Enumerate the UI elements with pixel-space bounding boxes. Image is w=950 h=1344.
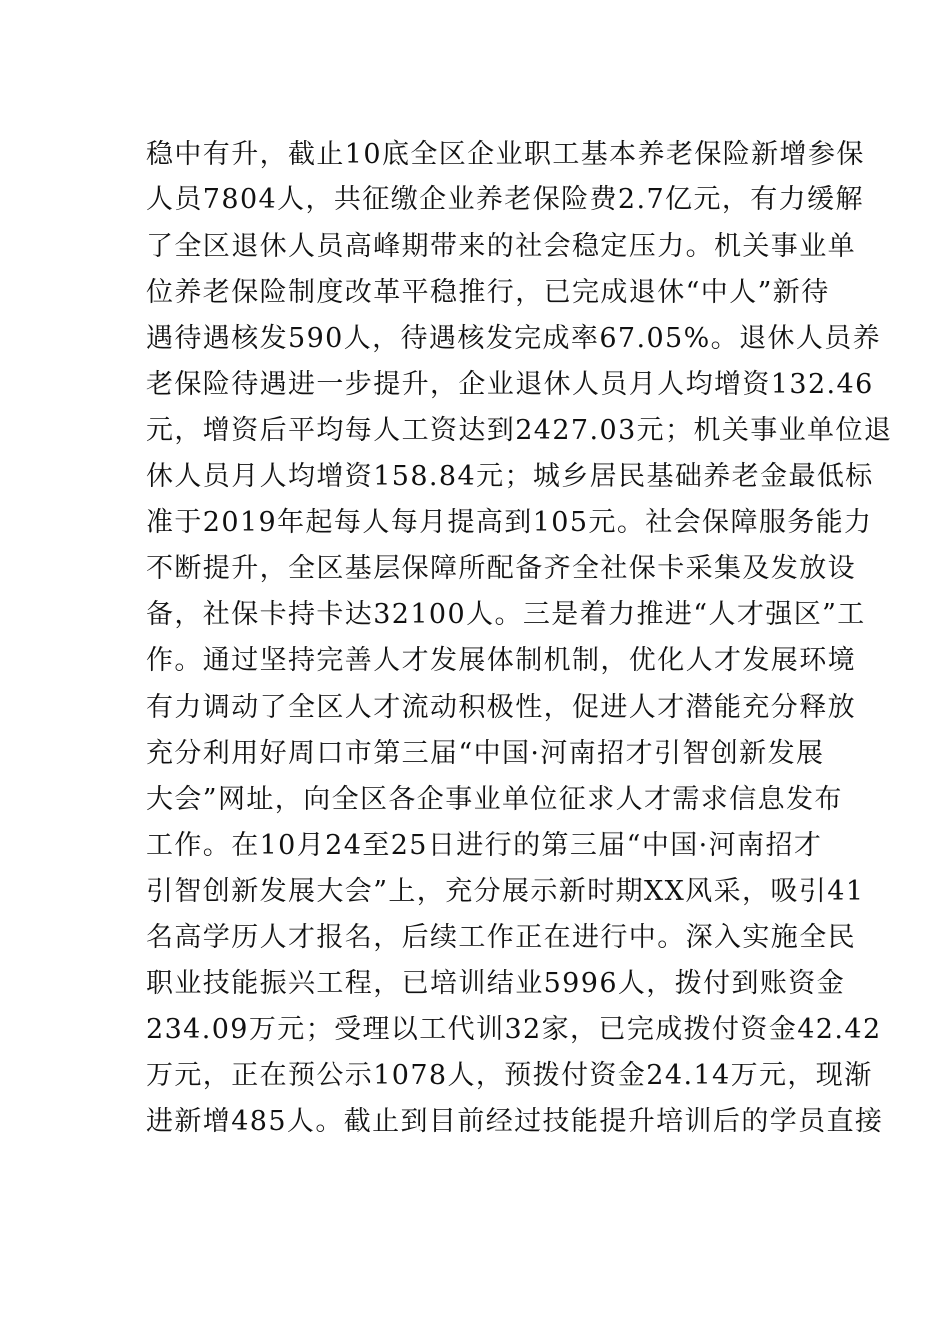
text-line: 位养老保险制度改革平稳推行，已完成退休“中人”新待 [146,277,830,308]
text-line: 引智创新发展大会”上，充分展示新时期XX风采，吸引41 [146,876,865,907]
text-line: 职业技能振兴工程，已培训结业5996人，拨付到账资金 [146,968,846,999]
text-line: 234.09万元；受理以工代训32家，已完成拨付资金42.42 [146,1014,882,1045]
text-line: 老保险待遇进一步提升，企业退休人员月人均增资132.46 [146,369,874,400]
text-line: 名高学历人才报名，后续工作正在进行中。深入实施全民 [146,922,856,953]
text-line: 人员7804人，共征缴企业养老保险费2.7亿元，有力缓解 [146,184,864,215]
text-line: 稳中有升，截止10底全区企业职工基本养老保险新增参保 [146,139,865,170]
text-line: 不断提升，全区基层保障所配备齐全社保卡采集及发放设 [146,553,856,584]
text-line: 遇待遇核发590人，待遇核发完成率67.05%。退休人员养 [146,323,882,354]
text-line: 备，社保卡持卡达32100人。三是着力推进“人才强区”工 [146,599,866,630]
text-line: 准于2019年起每人每月提高到105元。社会保障服务能力 [146,507,873,538]
text-line: 休人员月人均增资158.84元；城乡居民基础养老金最低标 [146,461,874,492]
text-line: 有力调动了全区人才流动积极性，促进人才潜能充分释放 [146,692,856,723]
text-line: 进新增485人。截止到目前经过技能提升培训后的学员直接 [146,1106,884,1137]
text-line: 工作。在10月24至25日进行的第三届“中国·河南招才 [146,830,823,861]
text-line: 大会”网址，向全区各企事业单位征求人才需求信息发布 [146,784,843,815]
text-line: 了全区退休人员高峰期带来的社会稳定压力。机关事业单 [146,231,856,262]
text-line: 作。通过坚持完善人才发展体制机制，优化人才发展环境 [146,645,856,676]
text-line: 万元，正在预公示1078人，预拨付资金24.14万元，现渐 [146,1060,873,1091]
text-line: 元，增资后平均每人工资达到2427.03元；机关事业单位退 [146,415,893,446]
text-line: 充分利用好周口市第三届“中国·河南招才引智创新发展 [146,738,825,769]
